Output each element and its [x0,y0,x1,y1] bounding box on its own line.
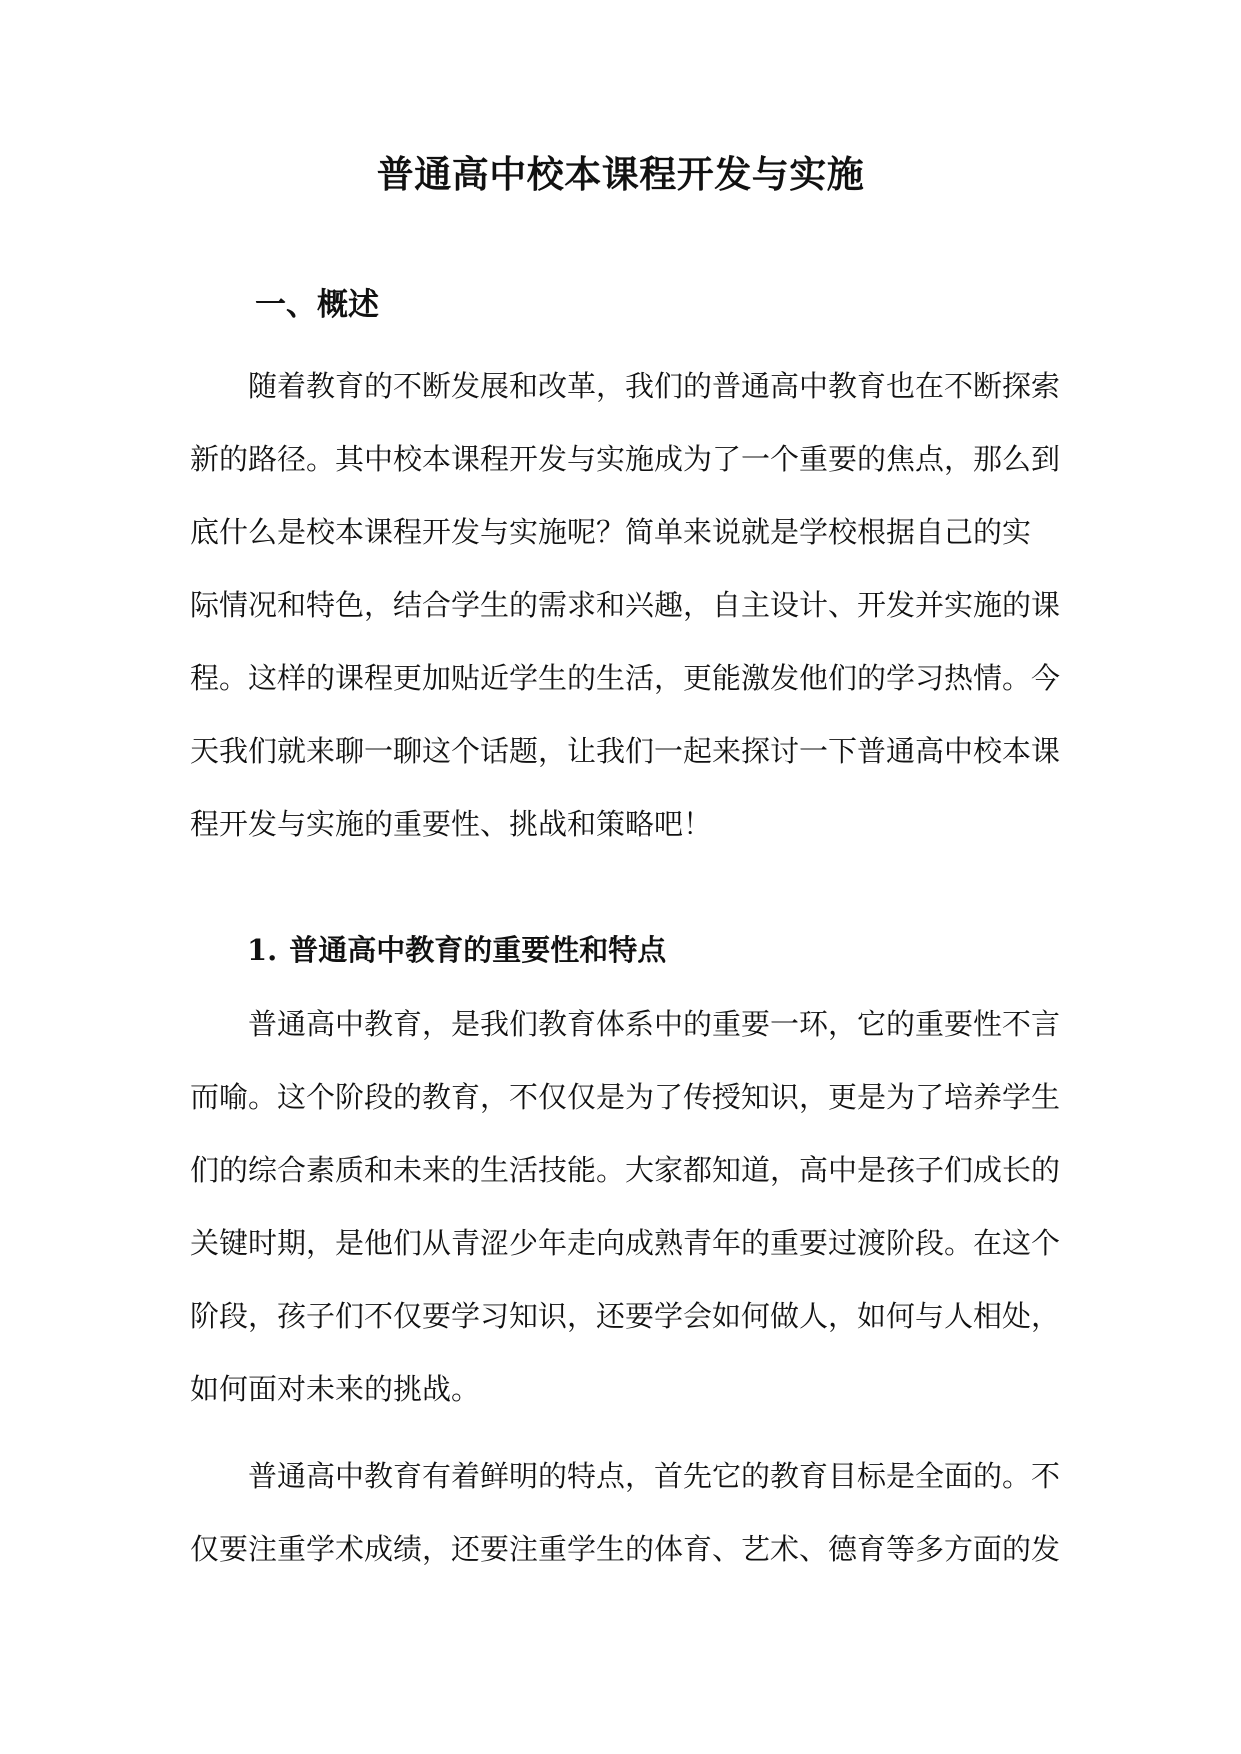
paragraph-line: 程。这样的课程更加贴近学生的生活，更能激发他们的学习热情。今 [190,661,1061,695]
paragraph-line: 际情况和特色，结合学生的需求和兴趣，自主设计、开发并实施的课 [190,588,1061,622]
subsection-number: 1. [247,933,278,967]
paragraph-line: 关键时期，是他们从青涩少年走向成熟青年的重要过渡阶段。在这个 [190,1226,1061,1260]
paragraph-line: 普通高中教育，是我们教育体系中的重要一环，它的重要性不言 [248,1007,1061,1041]
section-heading-overview: 一、概述 [255,287,379,323]
paragraph-line: 天我们就来聊一聊这个话题，让我们一起来探讨一下普通高中校本课 [190,734,1061,768]
paragraph-line: 阶段，孩子们不仅要学习知识，还要学会如何做人，如何与人相处， [190,1299,1061,1333]
paragraph-line: 随着教育的不断发展和改革，我们的普通高中教育也在不断探索 [248,369,1061,403]
document-title: 普通高中校本课程开发与实施 [376,152,865,196]
paragraph-line: 仅要注重学术成绩，还要注重学生的体育、艺术、德育等多方面的发 [190,1532,1061,1566]
paragraph-line: 新的路径。其中校本课程开发与实施成为了一个重要的焦点，那么到 [190,442,1061,476]
paragraph-line: 普通高中教育有着鲜明的特点，首先它的教育目标是全面的。不 [248,1459,1061,1493]
paragraph-line: 们的综合素质和未来的生活技能。大家都知道，高中是孩子们成长的 [190,1153,1061,1187]
paragraph-line: 程开发与实施的重要性、挑战和策略吧！ [190,807,713,841]
paragraph-line: 底什么是校本课程开发与实施呢？简单来说就是学校根据自己的实 [190,515,1032,549]
subsection-heading [247,929,666,971]
subsection-title: 普通高中教育的重要性和特点 [289,933,667,967]
paragraph-line: 如何面对未来的挑战。 [190,1372,481,1406]
paragraph-line: 而喻。这个阶段的教育，不仅仅是为了传授知识，更是为了培养学生 [190,1080,1061,1114]
